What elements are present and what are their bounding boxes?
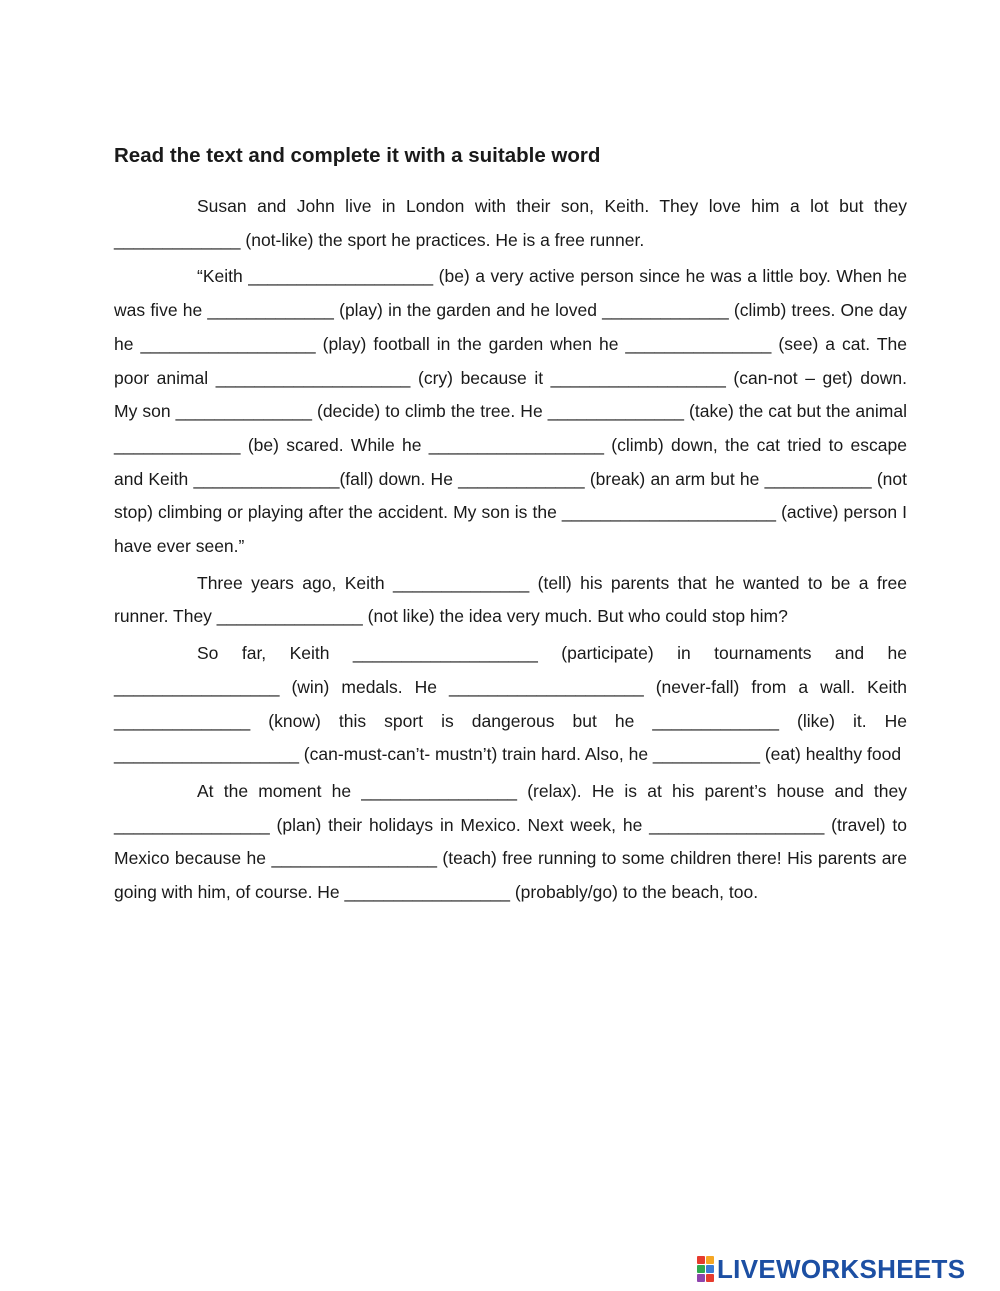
logo-square: [697, 1265, 705, 1273]
paragraph-so-far: So far, Keith ___________________ (participate) in tournaments and he _________________ (win) medals. He ____________________ (never-fall) from a wall. Keith ______________ (know) this sport is dangerous but he _____________ (like) it. He ___________________ (can-must-can’t- mustn’t) train hard. Also, he ___________ (eat) healthy food: [114, 643, 907, 765]
paragraph-quote: “Keith ___________________ (be) a very active person since he was a little boy. When he was five he _____________ (play) in the garden and he loved _____________ (climb) trees. One day he __________________ (play) football in the garden when he _______________ (see) a cat. The poor animal ____________________ (cry) because it __________________ (can-not – get) down. My son ______________ (decide) to climb the tree. He ______________ (take) the cat but the animal _____________ (be) scared. While he __________________ (climb) down, the cat tried to escape and Keith _______________(fall) down. He _____________ (break) an arm but he ___________ (not stop) climbing or playing after the accident. My son is the ______________________ (active) person I have ever seen.”: [114, 266, 907, 557]
worksheet-body: [114, 190, 907, 910]
paragraph-at-the-moment: At the moment he ________________ (relax). He is at his parent’s house and they ________________ (plan) their holidays in Mexico. Next week, he __________________ (travel) to Mexico because he _________________ (teach) free running to some children there! His parents are going with him, of course. He _________________ (probably/go) to the beach, too.: [114, 780, 907, 903]
logo-mark-icon: [697, 1256, 714, 1282]
logo-square: [706, 1274, 714, 1282]
logo-square: [697, 1256, 705, 1264]
logo-square: [706, 1256, 714, 1264]
logo-text: LIVEWORKSHEETS: [717, 1254, 966, 1284]
liveworksheets-logo: [697, 1254, 965, 1284]
logo-square: [706, 1265, 714, 1273]
worksheet-title: Read the text and complete it with a suitable word: [114, 144, 601, 167]
logo-square: [697, 1274, 705, 1282]
paragraph-three-years-ago: Three years ago, Keith ______________ (tell) his parents that he wanted to be a free runner. They _______________ (not like) the idea very much. But who could stop him?: [114, 572, 907, 627]
paragraph-intro: Susan and John live in London with their son, Keith. They love him a lot but they _____________ (not-like) the sport he practices. He is a free runner.: [114, 196, 907, 250]
